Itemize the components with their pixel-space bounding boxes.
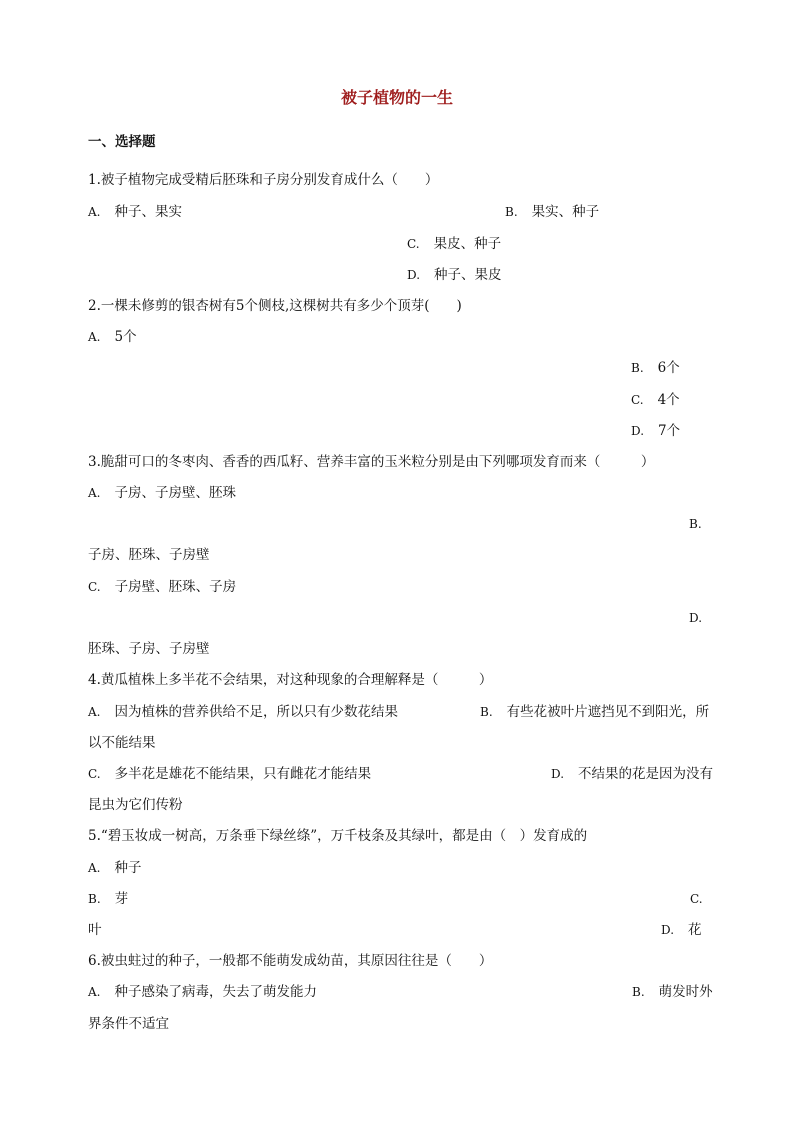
option-text: 种子、果实: [114, 204, 182, 220]
question-5-option-d[interactable]: [661, 921, 702, 939]
question-6-option-b-continuation: 界条件不适宜: [88, 1016, 169, 1032]
option-label: D.: [631, 424, 645, 438]
option-text: 多半花是雄花不能结果，只有雌花才能结果: [114, 766, 372, 782]
document-title: 被子植物的一生: [340, 88, 453, 107]
option-text: 5个: [114, 329, 137, 345]
option-label: A.: [88, 985, 101, 999]
section-heading: 一、选择题: [88, 134, 156, 150]
option-text: 种子感染了病毒，失去了萌发能力: [114, 984, 317, 1000]
question-1-option-a[interactable]: [88, 203, 182, 221]
option-text: 芽: [114, 891, 129, 907]
option-label: C.: [88, 767, 101, 781]
question-3-option-b-label[interactable]: B.: [689, 517, 702, 531]
question-1-stem: 1.被子植物完成受精后胚珠和子房分别发育成什么（ ）: [88, 172, 439, 188]
question-2-stem: 2.一棵未修剪的银杏树有5个侧枝,这棵树共有多少个顶芽( ): [88, 298, 462, 314]
question-4-option-b[interactable]: [480, 703, 709, 721]
question-4-option-d-continuation: 昆虫为它们传粉: [88, 797, 183, 813]
option-text: 子房壁、胚珠、子房: [114, 579, 237, 595]
question-6-stem: 6.被虫蛀过的种子，一般都不能萌发成幼苗，其原因往往是（ ）: [88, 953, 493, 969]
question-1-option-b[interactable]: [505, 203, 599, 221]
question-3-option-a[interactable]: [88, 484, 236, 502]
option-text: 不结果的花是因为没有: [578, 766, 714, 782]
option-label: A.: [88, 705, 101, 719]
question-3-option-b-text[interactable]: 子房、胚珠、子房壁: [88, 547, 210, 563]
option-label: D.: [407, 268, 421, 282]
option-label: A.: [88, 861, 101, 875]
question-4-option-b-continuation: 以不能结果: [88, 735, 156, 751]
question-4-option-d[interactable]: [551, 765, 713, 783]
question-2-option-a[interactable]: [88, 328, 137, 346]
question-5-option-c-text[interactable]: 叶: [88, 922, 102, 938]
option-text: 种子、果皮: [434, 267, 502, 283]
option-text: 7个: [658, 423, 681, 439]
option-label: B.: [505, 205, 518, 219]
question-5-option-b[interactable]: [88, 890, 128, 908]
option-text: 6个: [657, 360, 680, 376]
question-3-option-d-label[interactable]: D.: [689, 611, 703, 625]
question-1-option-c[interactable]: [407, 235, 501, 253]
question-3-stem: 3.脆甜可口的冬枣肉、香香的西瓜籽、营养丰富的玉米粒分别是由下列哪项发育而来（ ）: [88, 454, 655, 470]
option-text: 种子: [114, 860, 142, 876]
option-text: 子房、子房壁、胚珠: [114, 485, 236, 501]
question-3-option-c[interactable]: [88, 578, 236, 596]
question-4-option-c[interactable]: [88, 765, 371, 783]
option-label: C.: [407, 237, 420, 251]
option-text: 果皮、种子: [433, 236, 502, 252]
question-6-option-a[interactable]: [88, 983, 317, 1001]
option-label: D.: [551, 767, 565, 781]
option-label: A.: [88, 486, 101, 500]
option-label: B.: [480, 705, 493, 719]
option-label: C.: [88, 580, 101, 594]
question-3-option-d-text[interactable]: 胚珠、子房、子房壁: [88, 641, 210, 657]
option-label: B.: [88, 892, 101, 906]
question-2-option-b[interactable]: [631, 359, 680, 377]
question-6-option-b[interactable]: [632, 983, 713, 1001]
question-5-option-c-label[interactable]: C.: [690, 892, 703, 906]
option-text: 4个: [657, 392, 680, 408]
option-label: A.: [88, 330, 101, 344]
question-2-option-c[interactable]: [631, 391, 680, 409]
option-text: 花: [688, 922, 702, 938]
question-5-stem: 5.“碧玉妆成一树高，万条垂下绿丝绦”，万千枝条及其绿叶，都是由（ ）发育成的: [88, 828, 588, 844]
option-text: 萌发时外: [658, 984, 713, 1000]
question-1-option-d[interactable]: [407, 266, 502, 284]
option-label: B.: [631, 361, 644, 375]
question-4-option-a[interactable]: [88, 703, 398, 721]
option-label: D.: [661, 923, 675, 937]
option-label: C.: [631, 393, 644, 407]
option-text: 有些花被叶片遮挡见不到阳光，所: [506, 704, 710, 720]
question-5-option-a[interactable]: [88, 859, 141, 877]
option-label: B.: [632, 985, 645, 999]
option-label: A.: [88, 205, 101, 219]
question-4-stem: 4.黄瓜植株上多半花不会结果，对这种现象的合理解释是（ ）: [88, 672, 493, 688]
question-2-option-d[interactable]: [631, 422, 680, 440]
option-text: 因为植株的营养供给不足，所以只有少数花结果: [114, 704, 398, 720]
option-text: 果实、种子: [531, 204, 600, 220]
